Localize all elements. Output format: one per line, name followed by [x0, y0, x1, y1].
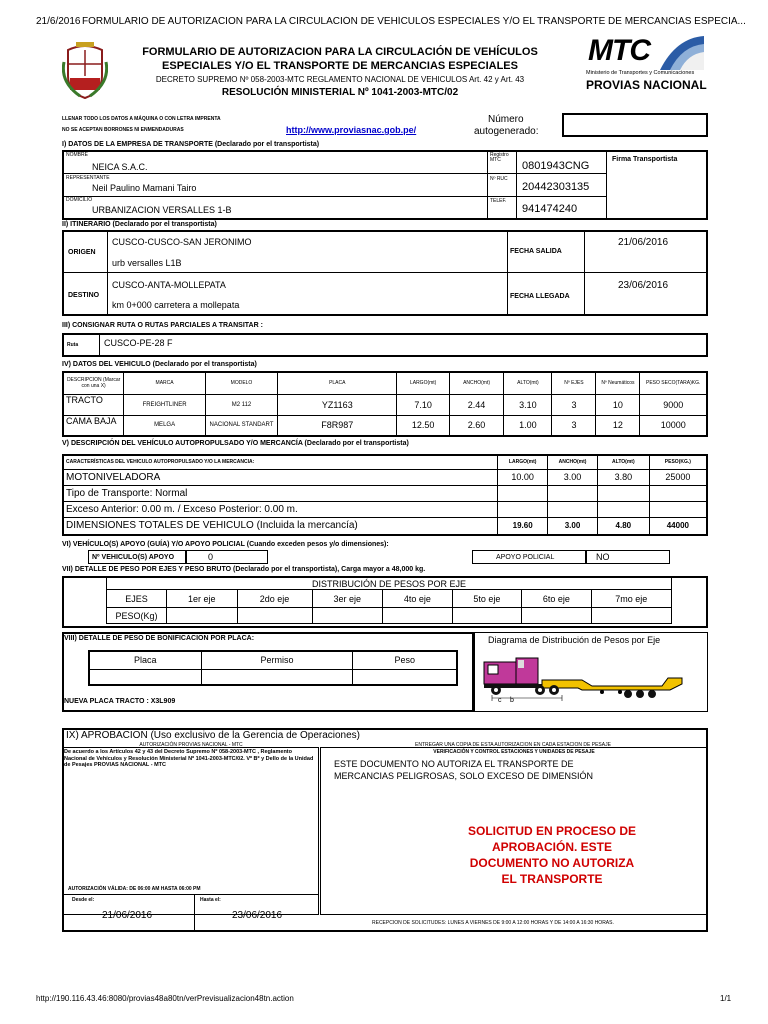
table-row: Exceso Anterior: 0.00 m. / Exceso Posterior: 0.00 m.	[63, 501, 707, 517]
instruction-1: LLENAR TODO LOS DATOS A MÁQUINA O CON LETRA IMPRENTA	[62, 116, 221, 122]
firma-label: Firma Transportista	[612, 156, 678, 163]
approval-left-header: AUTORIZACIÓN PROVIAS NACIONAL - MTC	[139, 742, 243, 748]
ruc-label: Nº RUC	[490, 176, 508, 182]
telf-label: TELEF.	[490, 198, 507, 204]
eje-3: 3er eje	[312, 590, 383, 608]
representante-label: REPRESENTANTE	[66, 175, 110, 181]
apoyo-label: Nº VEHICULO(S) APOYO	[92, 554, 175, 561]
nueva-placa: NUEVA PLACA TRACTO : X3L909	[64, 698, 176, 705]
telf-value: 941474240	[522, 203, 578, 215]
vehicle-header-descripcion: DESCRIPCION (Marcar con una X)	[63, 372, 124, 394]
vehicle-header-peso: PESO SECO(TARA)KG.	[640, 372, 707, 394]
policial-value: NO	[596, 552, 610, 562]
table-row: CAMA BAJA MELGA NACIONAL STANDART F8R987 12.50 2.60 1.00 3 12 10000	[63, 415, 707, 436]
origen-label: ORIGEN	[68, 249, 96, 256]
provias-link[interactable]: http://www.proviasnac.gob.pe/	[286, 125, 417, 135]
representante-value: Neil Paulino Mamani Tairo	[92, 183, 197, 193]
eje-7: 7mo eje	[591, 590, 671, 608]
peru-coat-of-arms-icon	[62, 42, 108, 100]
approval-left-text: De acuerdo a los Artículos 42 y 43 del Decreto Supremo Nº 058-2003-MTC , Reglamento Nacional de Vehículos y Resolución Ministerial Nº 1041-2003-MTC/02. Vº Bº y Dello de la Unidad de Pesajes PROVIAS NACIONAL - MTC	[64, 749, 314, 768]
section-7-title: VII) DETALLE DE PESO POR EJES Y PESO BRUTO (Declarado por el transportista), Carga mayor a 48,000 kg.	[62, 566, 426, 573]
pending-approval-notice: SOLICITUD EN PROCESO DE APROBACIÓN. ESTE DOCUMENTO NO AUTORIZA EL TRANSPORTE	[467, 824, 637, 886]
vehicle-header-ejes: Nº EJES	[552, 372, 596, 394]
cargo-header-alto: ALTO(mt)	[597, 455, 649, 469]
section-4-title: IV) DATOS DEL VEHICULO (Declarado por el transportista)	[62, 361, 257, 368]
vehicle-table	[62, 371, 708, 437]
approval-right-header: ENTREGAR UNA COPIA DE ESTA AUTORIZACION EN CADA ESTACION DE PESAJE	[415, 742, 611, 748]
eje-2: 2do eje	[237, 590, 312, 608]
mtc-logo	[586, 34, 716, 98]
origen-value-1: CUSCO-CUSCO-SAN JERONIMO	[112, 237, 252, 247]
section-5-title: V) DESCRIPCIÓN DEL VEHÍCULO AUTOPROPULSADO Y/O MERCANCÍA (Declarado por el transportista)	[62, 440, 409, 447]
cargo-char-label: CARACTERÍSTICAS DEL VEHICULO AUTOPROPULSADO Y/O LA MERCANCIA:	[63, 455, 498, 469]
hasta-label: Hasta el:	[200, 897, 221, 903]
fecha-llegada-value: 23/06/2016	[618, 280, 669, 291]
form-title-2: ESPECIALES Y/O EL TRANSPORTE DE MERCANCIAS ESPECIALES	[162, 60, 518, 72]
vehicle-header-ancho: ANCHO(mt)	[449, 372, 503, 394]
section-1-title: I) DATOS DE LA EMPRESA DE TRANSPORTE (Declarado por el transportista)	[62, 141, 320, 148]
vehicle-header-neumaticos: Nº Neumáticos	[596, 372, 640, 394]
fecha-salida-value: 21/06/2016	[618, 237, 669, 248]
truck-diagram-icon	[482, 648, 704, 708]
diagram-title: Diagrama de Distribución de Pesos por Eje	[488, 635, 661, 645]
diagram-label-b: b	[510, 697, 514, 704]
validez-text: AUTORIZACIÓN VÁLIDA: DE 06:00 AM HASTA 06:00 PM	[68, 886, 201, 892]
page-number: 1/1	[720, 994, 732, 1003]
vehicle-header-marca: MARCA	[124, 372, 206, 394]
vehicle-header-alto: ALTO(mt)	[504, 372, 552, 394]
domicilio-label: DOMICILIO	[66, 197, 93, 203]
hasta-value: 23/06/2016	[232, 910, 283, 921]
provias-logo-text: PROVIAS NACIONAL	[586, 78, 707, 92]
axle-weight-table	[106, 577, 672, 624]
desde-value: 21/06/2016	[102, 910, 153, 921]
cargo-header-ancho: ANCHO(mt)	[548, 455, 598, 469]
table-row: Tipo de Transporte: Normal	[63, 485, 707, 501]
eje-4: 4to eje	[383, 590, 453, 608]
eje-5: 5to eje	[452, 590, 522, 608]
ruta-value: CUSCO-PE-28 F	[104, 338, 173, 348]
recepcion-text: RECEPCION DE SOLICITUDES: LUNES A VIERNES DE 9:00 A 12:00 HORAS Y DE 14:00 A 16:30 HORAS.	[372, 920, 614, 926]
section-8-title: VIII) DETALLE DE PESO DE BONIFICACION POR PLACA:	[64, 635, 255, 642]
approval-right-text: ESTE DOCUMENTO NO AUTORIZA EL TRANSPORTE DE MERCANCIAS PELIGROSAS, SOLO EXCESO DE DIMENSIÓN	[334, 759, 594, 781]
decree-text: DECRETO SUPREMO Nº 058-2003-MTC REGLAMENTO NACIONAL DE VEHICULOS Art. 42 y Art. 43	[155, 75, 525, 84]
origen-value-2: urb versalles L1B	[112, 258, 182, 268]
registro-value: 0801943CNG	[522, 160, 590, 172]
registro-label: Registro MTC	[490, 152, 509, 163]
instruction-2: NO SE ACEPTAN BORRONES NI ENMENDADURAS	[62, 127, 184, 133]
table-row: DIMENSIONES TOTALES DE VEHICULO (Incluida la mercancía) 19.60 3.00 4.80 44000	[63, 517, 707, 535]
destino-value-2: km 0+000 carretera a mollepata	[112, 300, 240, 310]
nombre-value: NEICA S.A.C.	[92, 162, 148, 172]
vehicle-header-modelo: MODELO	[205, 372, 277, 394]
dist-title: DISTRIBUCIÓN DE PESOS POR EJE	[107, 578, 672, 590]
ruta-label: Ruta	[67, 342, 79, 348]
cargo-header-largo: LARGO(mt)	[498, 455, 548, 469]
policial-label: APOYO POLICIAL	[496, 554, 555, 561]
section-6-title: VI) VEHÍCULO(S) APOYO (GUÍA) Y/O APOYO POLICIAL (Cuando exceden pesos y/o dimensiones):	[62, 541, 389, 548]
table-row: MOTONIVELADORA 10.00 3.00 3.80 25000	[63, 469, 707, 485]
nombre-label: NOMBRE	[66, 152, 88, 158]
section-2-title: II) ITINERARIO (Declarado por el transportista)	[62, 221, 217, 228]
bonus-table	[88, 650, 458, 686]
resolution-text: RESOLUCIÓN MINISTERIAL Nº 1041-2003-MTC/02	[221, 87, 459, 98]
footer-url: http://190.116.43.46:8080/provias48a80tn/verPrevisualizacion48tn.action	[36, 994, 294, 1003]
print-title: FORMULARIO DE AUTORIZACION PARA LA CIRCULACIÓN DE VEHÍCULOS ESPECIALES Y/O EL TRANSPORTE DE MERCANCIAS ESPECIA...	[82, 16, 746, 27]
vehicle-header-placa: PLACA	[278, 372, 397, 394]
apoyo-value: 0	[208, 552, 214, 562]
destino-label: DESTINO	[68, 292, 100, 299]
section-3-title: III) CONSIGNAR RUTA O RUTAS PARCIALES A TRANSITAR :	[62, 322, 263, 329]
form-title-1: FORMULARIO DE AUTORIZACION PARA LA CIRCULACIÓN DE VEHÍCULOS	[142, 46, 538, 58]
numero-autogenerado-field[interactable]	[562, 113, 708, 137]
destino-value-1: CUSCO-ANTA-MOLLEPATA	[112, 280, 226, 290]
ruc-value: 20442303135	[522, 181, 590, 193]
mtc-swoosh-icon	[656, 34, 706, 74]
approval-right-sub: VERIFICACIÓN Y CONTROL ESTACIONES Y UNIDADES DE PESAJE	[433, 749, 595, 755]
bonus-header-peso: Peso	[353, 651, 457, 669]
fecha-salida-label: FECHA SALIDA	[510, 248, 562, 255]
apoyo-value-box	[186, 550, 268, 564]
vehicle-header-largo: LARGO(mt)	[397, 372, 449, 394]
cargo-header-peso: PESO(KG.)	[649, 455, 707, 469]
numero-label-2: autogenerado:	[474, 126, 539, 137]
eje-6: 6to eje	[522, 590, 592, 608]
print-date: 21/6/2016	[36, 16, 81, 27]
desde-label: Desde el:	[72, 897, 95, 903]
peso-label: PESO(Kg)	[107, 608, 167, 624]
bonus-header-placa: Placa	[89, 651, 201, 669]
mtc-logo-sub: Ministerio de Transportes y Comunicaciones	[586, 70, 695, 76]
cargo-table	[62, 454, 708, 536]
section-9-title: IX) APROBACION (Uso exclusivo de la Gerencia de Operaciones)	[66, 730, 361, 741]
diagram-label-c: c	[498, 697, 502, 704]
eje-1: 1er eje	[167, 590, 238, 608]
table-row: TRACTO FREIGHTLINER M2 112 YZ1163 7.10 2.44 3.10 3 10 9000	[63, 394, 707, 415]
fecha-llegada-label: FECHA LLEGADA	[510, 293, 570, 300]
numero-label-1: Número	[488, 114, 524, 125]
bonus-header-permiso: Permiso	[201, 651, 353, 669]
mtc-logo-text: MTC	[588, 34, 650, 67]
ejes-label: EJES	[107, 590, 167, 608]
domicilio-value: URBANIZACION VERSALLES 1-B	[92, 205, 232, 215]
